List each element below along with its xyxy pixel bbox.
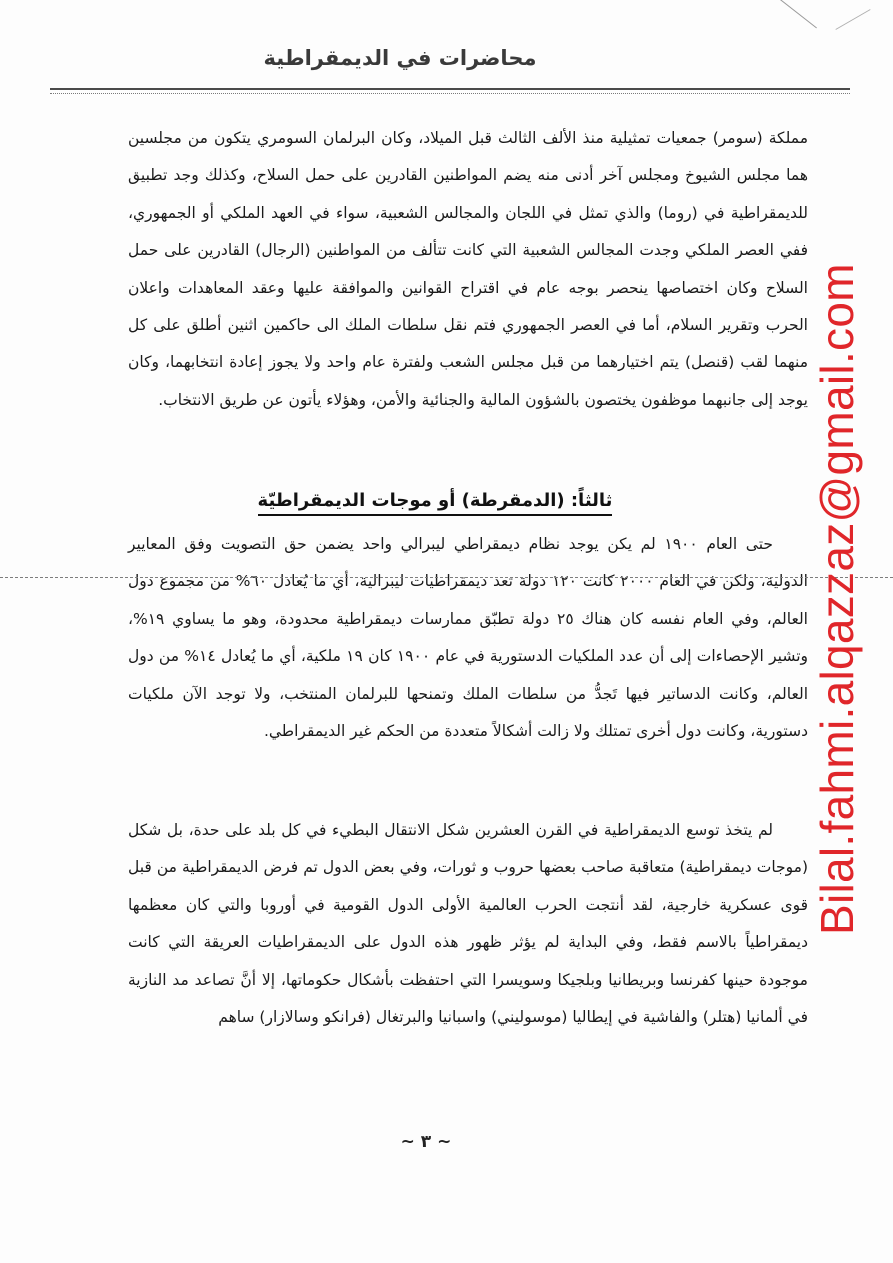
- paragraph-1: مملكة (سومر) جمعيات تمثيلية منذ الألف الثالث قبل الميلاد، وكان البرلمان السومري يتكون من مجلسين هما مجلس الشيوخ ومجلس آخر أدنى منه يضم المواطنين القادرين على حمل السلاح، وكذلك وجد تطبيق للديمقراطية في (روما) والذي تمثل في اللجان والمجالس الشعبية، سواء في العهد الملكي أو الجمهوري، ففي العصر الملكي وجدت المجالس الشعبية التي كانت تتألف من المواطنين (الرجال) القادرين على حمل السلاح وكان اختصاصها ينحصر بوجه عام في اقتراح القوانين والموافقة عليها وعقد المعاهدات واعلان الحرب وتقرير السلام، أما في العصر الجمهوري فتم نقل سلطات الملك الى حاكمين اثنين أطلق على كل منهما لقب (قنصل) يتم اختيارهما من قبل مجلس الشعب ولفترة عام واحد ولا يجوز إعادة انتخابهما، وكان يوجد إلى جانبهما موظفون يختصون بالشؤون المالية والجنائية والأمن، وهؤلاء يأتون عن طريق الانتخاب.: [128, 129, 808, 409]
- paragraph-2-block: [128, 526, 808, 750]
- corner-scan-marks: [763, 0, 893, 61]
- header-rule-dotted: [50, 93, 850, 94]
- page-number: ~ ٣ ~: [400, 1132, 452, 1152]
- section-heading-text: ثالثاً: (الدمقرطة) أو موجات الديمقراطيّة: [258, 490, 613, 516]
- scan-fold-line: [0, 577, 893, 578]
- paragraph-2: حتى العام ١٩٠٠ لم يكن يوجد نظام ديمقراطي ليبرالي واحد يضمن حق التصويت وفق المعايير الدولية، ولكن في العام ٢٠٠٠ كانت ١٢٠ دولة تعد ديمقراطيات ليبرالية، أي ما يُعادل ٦٠% من مجموع دول العالم، وفي العام نفسه كان هناك ٢٥ دولة تطبّق ممارسات ديمقراطية محدودة، وهو ما يساوي ١٩%، وتشير الإحصاءات إلى أن عدد الملكيات الدستورية في عام ١٩٠٠ كان ١٩ ملكية، أي ما يُعادل ١٤% من دول العالم، وكانت الدساتير فيها تَجدُّ من سلطات الملك وتمنحها للبرلمان المنتخب، ولا توجد الآن ملكيات دستورية، وكانت دول أخرى تمتلك ولا زالت أشكالاً متعددة من الحكم غير الديمقراطي.: [128, 535, 808, 741]
- running-header-title: محاضرات في الديمقراطية: [263, 46, 537, 70]
- paragraph-3: لم يتخذ توسع الديمقراطية في القرن العشرين شكل الانتقال البطيء في كل بلد على حدة، بل شكل (موجات ديمقراطية) متعاقبة صاحب بعضها حروب و ثورات، وفي بعض الدول تم فرض الديمقراطية من قبل قوى عسكرية خارجية، لقد أنتجت الحرب العالمية الأولى الدول القومية في أوروبا والتي كان معظمها ديمقراطياً بالاسم فقط، وفي البداية لم يؤثر ظهور هذه الدول على الديمقراطيات العريقة التي كانت موجودة حينها كفرنسا وبريطانيا وبلجيكا وسويسرا التي احتفظت بأشكال حكوماتها، إلا أنَّ تصاعد مد النازية في ألمانيا (هتلر) والفاشية في إيطاليا (موسوليني) واسبانيا والبرتغال (فرانكو وسالازار) ساهم: [128, 821, 808, 1027]
- paragraph-3-block: [128, 812, 808, 1036]
- header-rule: [50, 88, 850, 90]
- section-heading: [250, 490, 620, 511]
- paragraph-1-block: [128, 120, 808, 419]
- email-watermark-text: Bilal.fahmi.alqazzaz@gmail.com: [811, 263, 863, 935]
